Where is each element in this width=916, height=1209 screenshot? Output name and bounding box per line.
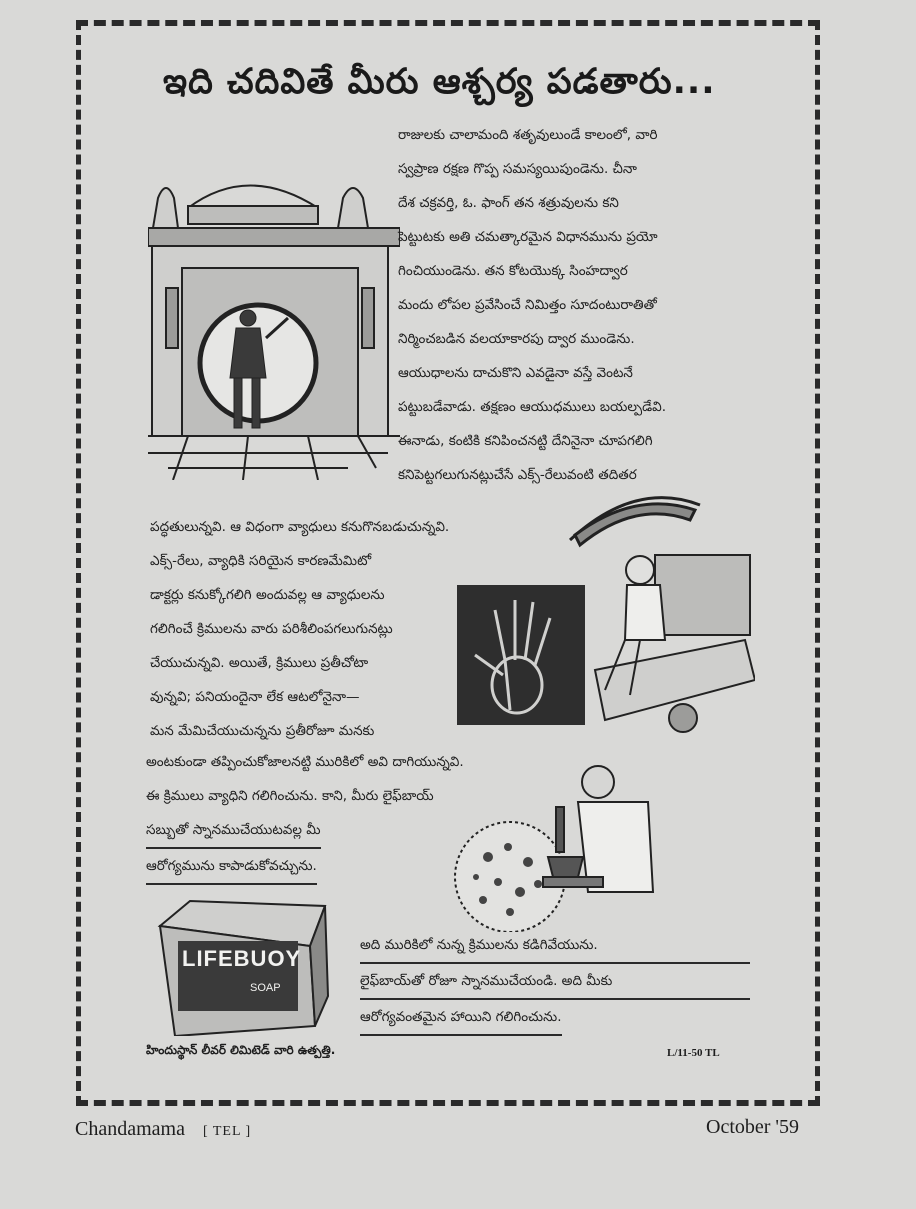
edition-tag: [ TEL ] xyxy=(202,1124,252,1139)
intro-line: ఈనాడు, కంటికి కనిపించనట్టి దేనినైనా చూపగలిగి xyxy=(398,433,653,449)
intro-line: ఆయుధాలను దాచుకొని ఎవడైనా వస్తే వెంటనే xyxy=(398,365,633,381)
intro-line: రాజులకు చాలామంది శతృవులుండే కాలంలో, వారి xyxy=(398,127,658,143)
intro-line: కనిపెట్టగలుగునట్లుచేసే ఎక్స్-రేలువంటి తదితర xyxy=(398,467,637,483)
intro-line: మందు లోపల ప్రవేసించే నిమిత్తం సూదంటురాతితో xyxy=(398,297,657,313)
xray-line: చేయుచున్నవి. అయితే, క్రిములు ప్రతీచోటా xyxy=(150,655,369,671)
ad-code: L/11-50 TL xyxy=(667,1047,720,1059)
ad-headline: ఇది చదివితే మీరు ఆశ్చర్య పడతారు... xyxy=(163,62,716,102)
footer-magazine xyxy=(75,1118,251,1141)
intro-paragraph xyxy=(398,118,748,492)
intro-line: గించియుండెను. తన కోటయొక్క సింహద్వార xyxy=(398,263,628,279)
magazine-name: Chandamama xyxy=(75,1118,185,1140)
xray-line: పద్ధతులున్నవి. ఆ విధంగా వ్యాధులు కనుగొనబడుచున్నవి. xyxy=(150,519,450,535)
intro-line: నిర్మించబడిన వలయాకారపు ద్వార ముండెను. xyxy=(398,331,635,347)
xray-line: గలిగించే క్రిములను వారు పరిశీలింపగలుగునట్లు xyxy=(150,621,393,637)
intro-line: దేశ చక్రవర్తి, ఓ. ఫాంగ్ తన శత్రువులను కని xyxy=(398,195,619,211)
closing-paragraph xyxy=(360,928,750,1036)
soap-brand-label: LIFEBUOY xyxy=(182,946,302,971)
microscope-illustration xyxy=(448,762,658,932)
soap-box-illustration xyxy=(150,886,330,1036)
closing-line: ఆరోగ్యవంతమైన హాయిని గలిగించును. xyxy=(360,1000,750,1036)
xray-paragraph xyxy=(150,510,570,748)
xray-line: వున్నవి; పనియందైనా లేక ఆటలోనైనా— xyxy=(150,689,360,705)
germs-line: ఈ క్రిములు వ్యాధిని గలిగించును. కాని, మీరు లైఫ్‌బాయ్ xyxy=(146,788,434,804)
soap-type-label: SOAP xyxy=(250,982,281,994)
germs-line: సబ్బుతో స్నానముచేయుటవల్ల మీ xyxy=(146,813,566,849)
germs-line: ఆరోగ్యమును కాపాడుకోవచ్చును. xyxy=(146,849,566,885)
intro-line: పట్టుబడేవాడు. తక్షణం ఆయుధములు బయల్పడేవి. xyxy=(398,399,667,415)
manufacturer-credit: హిందుస్థాన్ లీవర్ లిమిటెడ్ వారి ఉత్పత్తి. xyxy=(146,1043,336,1057)
intro-line: స్వప్రాణ రక్షణ గొప్ప సమస్యయిపుండెను. చీనా xyxy=(398,161,637,177)
palace-gate-illustration xyxy=(148,168,400,480)
closing-line: లైఫ్‌బాయ్‌తో రోజూ స్నానముచేయండి. అది మీకు xyxy=(360,964,750,1000)
xray-line: ఎక్స్-రేలు, వ్యాధికి సరియైన కారణమేమిటో xyxy=(150,553,372,569)
closing-line: అది మురికిలో నున్న క్రిములను కడిగివేయును. xyxy=(360,928,750,964)
intro-line: పెట్టుటకు అతి చమత్కారమైన విధానమును ప్రయో xyxy=(398,229,658,245)
germs-line: అంటకుండా తప్పించుకోజాలనట్టి మురికిలో అవి దాగియున్నవి. xyxy=(146,754,464,770)
footer-date: October '59 xyxy=(706,1116,800,1138)
xray-line: డాక్టర్లు కనుక్కోగలిగి అందువల్ల ఆ వ్యాధులను xyxy=(150,587,385,603)
xray-line: మన మేమిచేయుచున్నను ప్రతీరోజూ మనకు xyxy=(150,723,375,739)
